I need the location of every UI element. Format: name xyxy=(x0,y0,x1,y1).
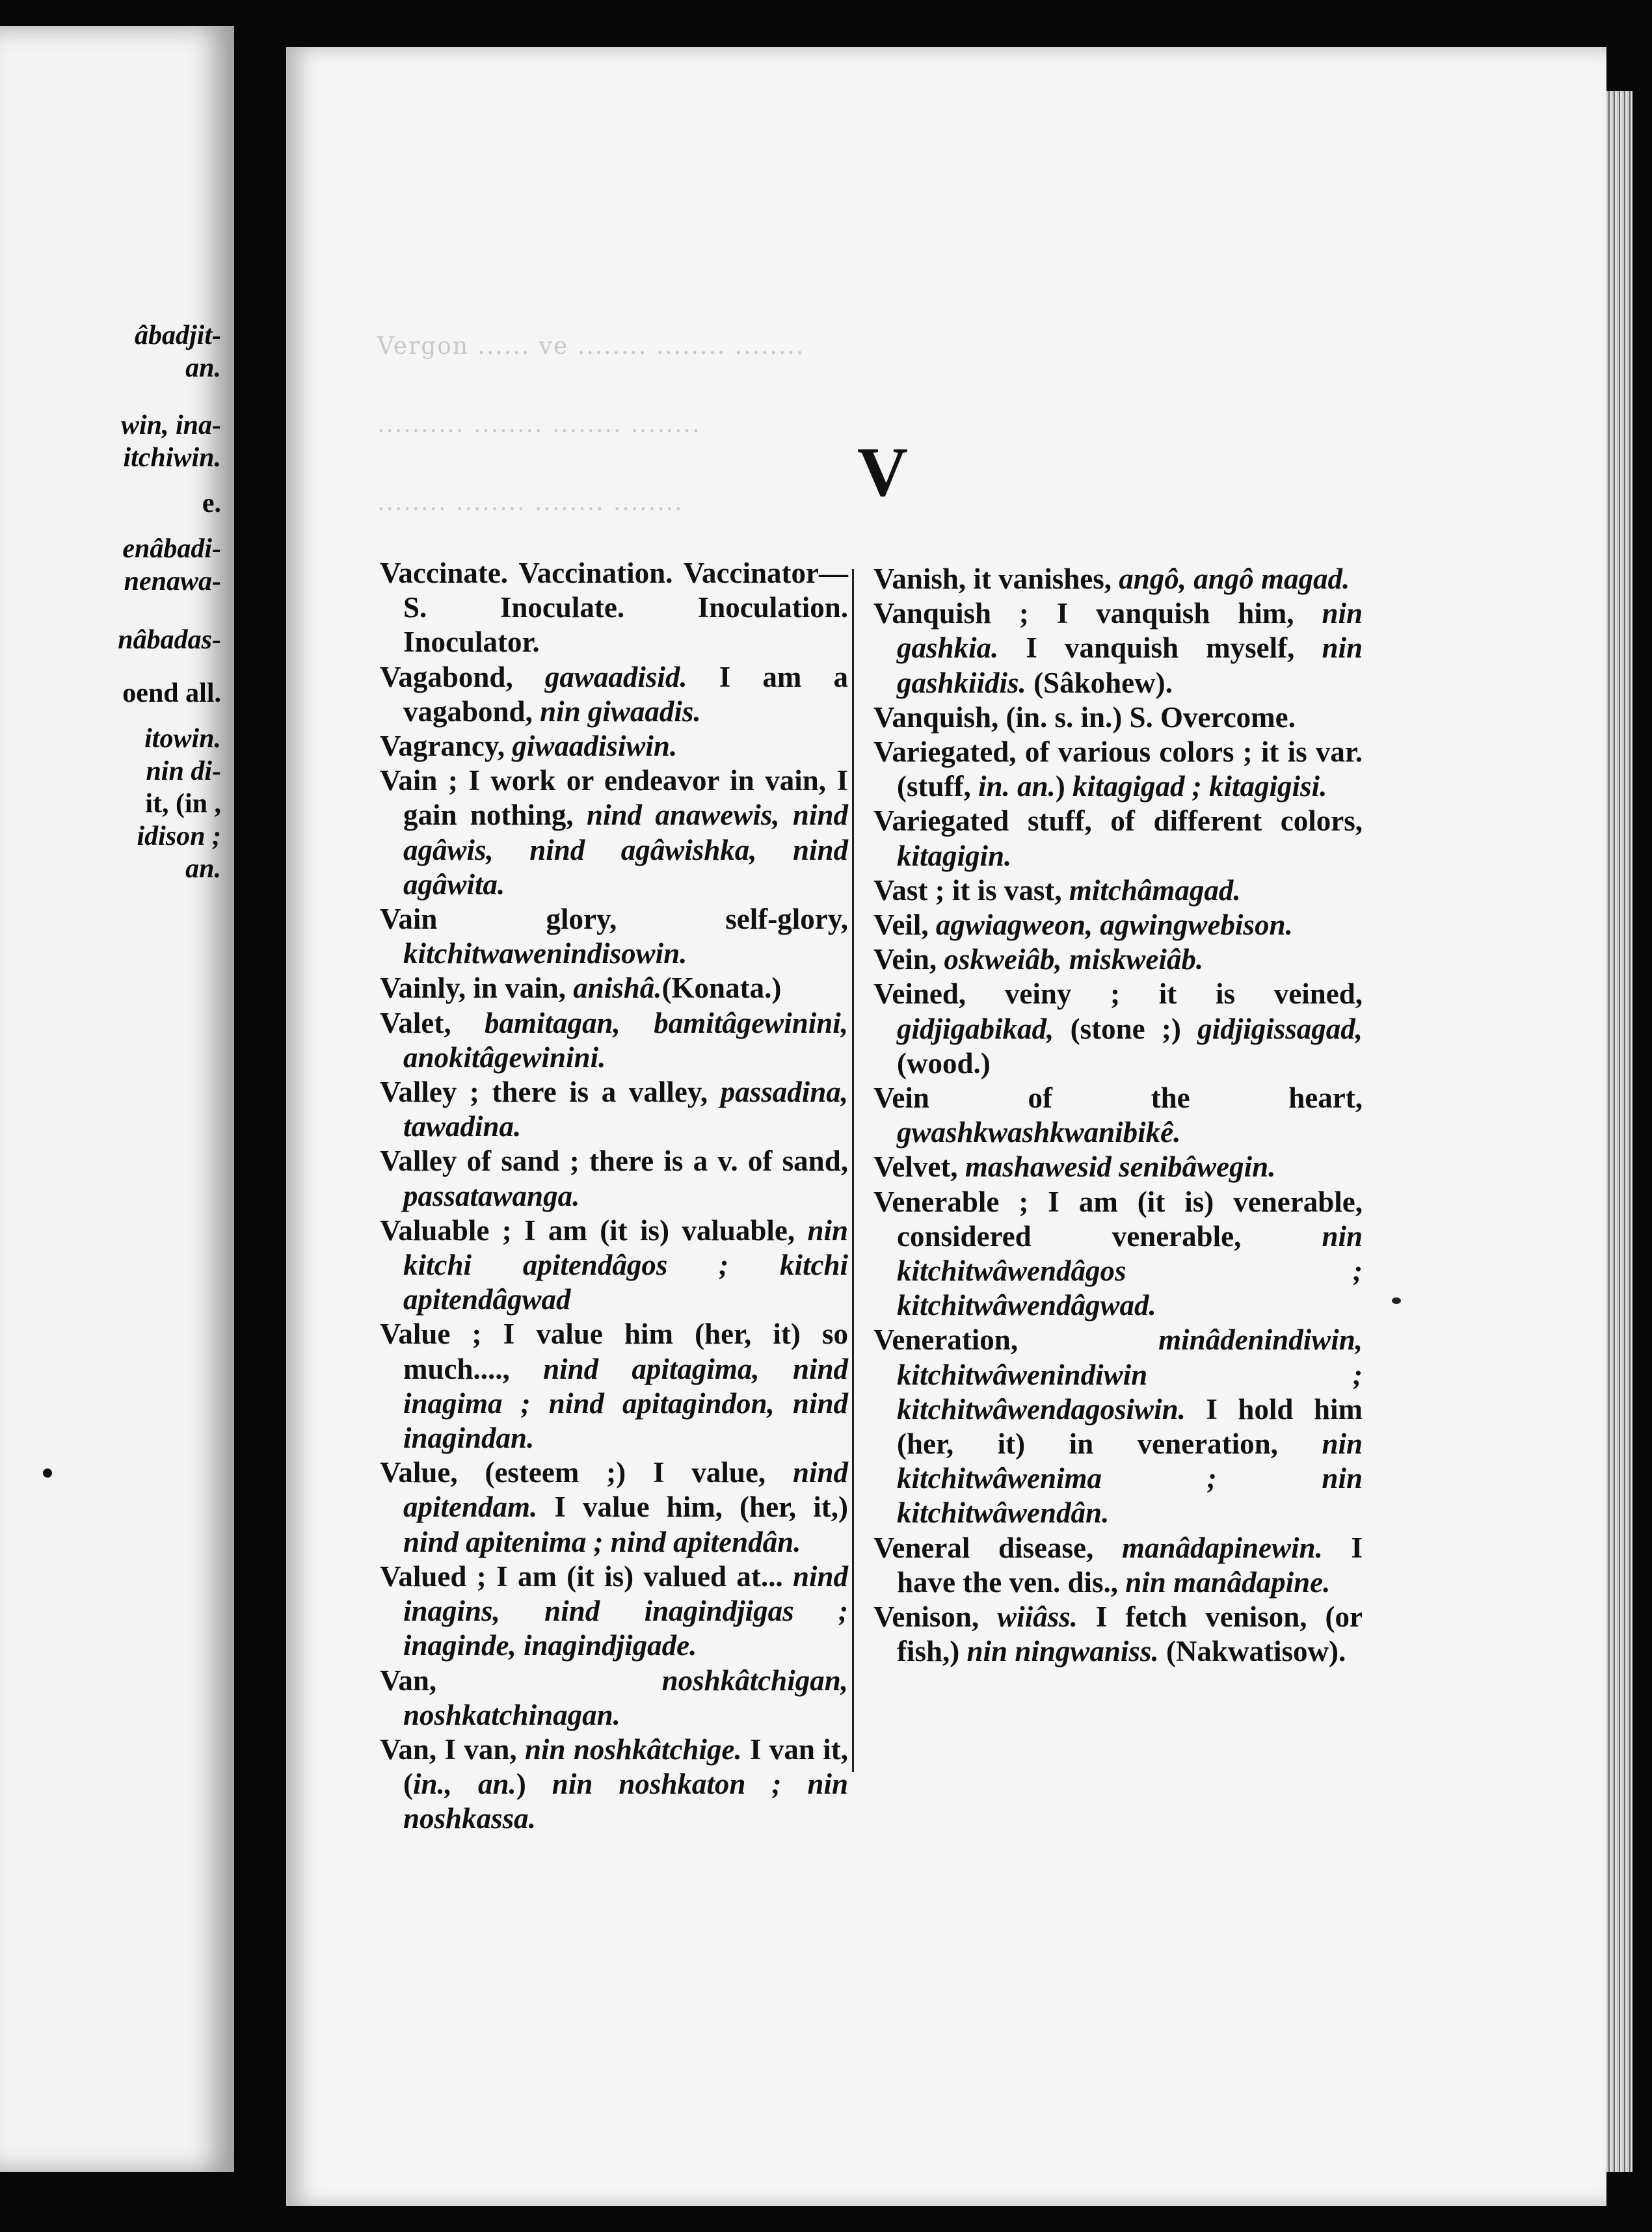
column-divider xyxy=(852,569,854,1772)
dictionary-entry xyxy=(873,700,1363,735)
ojibwe-gloss: giwaadisiwin. xyxy=(512,730,678,763)
dictionary-entry xyxy=(380,1214,848,1318)
english-text: ) xyxy=(1055,770,1073,803)
english-text: (Nakwatisow). xyxy=(1158,1635,1346,1668)
english-text: Van, I van, xyxy=(380,1733,525,1766)
ojibwe-gloss: wiiâss. xyxy=(997,1601,1078,1634)
english-text: Valley of sand ; there is a v. of sand, xyxy=(380,1145,848,1178)
ojibwe-gloss: kitchitwawenindisowin. xyxy=(403,937,687,970)
dictionary-entry xyxy=(873,1081,1363,1150)
ojibwe-gloss: agwiagweon, agwingwebison. xyxy=(935,909,1293,942)
english-text: Veneration, xyxy=(873,1323,1159,1357)
english-text: Vanish, it vanishes, xyxy=(873,563,1119,595)
dictionary-entry xyxy=(873,735,1363,804)
left-page-fragment: win, ina- xyxy=(120,410,221,440)
english-text: (Sâkohew). xyxy=(1026,666,1173,699)
ojibwe-gloss: nin kitchitwâwenima ; nin kitchitwâwendân. xyxy=(897,1428,1363,1530)
left-page-fragment: an. xyxy=(185,353,221,383)
english-text: Van, xyxy=(380,1664,662,1697)
english-text: Vagabond, xyxy=(380,660,545,693)
dictionary-entry xyxy=(380,1733,848,1837)
ojibwe-gloss: nin noshkaton ; nin noshkassa. xyxy=(403,1768,848,1835)
ojibwe-gloss: oskweiâb, miskweiâb. xyxy=(944,943,1204,976)
english-text: (Konata.) xyxy=(661,972,782,1005)
dictionary-entry xyxy=(873,873,1363,908)
english-text: Value, (esteem ;) I value, xyxy=(380,1456,793,1489)
dictionary-entry xyxy=(380,1144,848,1213)
english-text: Valet, xyxy=(380,1006,485,1039)
english-text: Valuable ; I am (it is) valuable, xyxy=(380,1214,808,1247)
english-text: Valley ; there is a valley, xyxy=(380,1076,721,1109)
ojibwe-gloss: nin noshkâtchige. xyxy=(524,1733,742,1766)
ojibwe-gloss: nin giwaadis. xyxy=(540,695,701,728)
ojibwe-gloss: gidjigissagad, xyxy=(1197,1012,1363,1045)
dictionary-column-left xyxy=(380,556,848,1837)
ojibwe-gloss: passadina, tawadina. xyxy=(403,1076,848,1143)
ojibwe-gloss: in., an. xyxy=(413,1768,516,1801)
ojibwe-gloss: nin gashkia. xyxy=(897,597,1363,665)
english-text: Valued ; I am (it is) valued at... xyxy=(380,1560,793,1593)
ojibwe-gloss: nin gashkiidis. xyxy=(897,631,1363,699)
ojibwe-gloss: nin kitchi apitendâgos ; kitchi apitendâgwad xyxy=(403,1214,848,1316)
english-text: I value him, (her, it,) xyxy=(537,1491,848,1524)
ojibwe-gloss: nind apitendam. xyxy=(403,1456,848,1524)
english-text: I van it, ( xyxy=(403,1733,849,1801)
ojibwe-gloss: gawaadisid. xyxy=(544,660,687,693)
dictionary-entry xyxy=(380,902,848,971)
ojibwe-gloss: nind inagins, nind inagindjigas ; inaginde, inagindjigade. xyxy=(403,1560,848,1662)
left-page-fragment: itowin. xyxy=(144,724,221,754)
left-page-fragment: an. xyxy=(185,854,221,884)
english-text: Vagrancy, xyxy=(380,730,513,763)
english-text: Veil, xyxy=(873,909,936,942)
left-page-fragment: it, (in , xyxy=(145,789,221,819)
left-page xyxy=(0,26,234,2172)
left-page-fragment: nenawa- xyxy=(124,566,221,596)
ojibwe-gloss: kitagigad ; kitagigisi. xyxy=(1072,770,1327,803)
english-text: Vainly, in vain, xyxy=(380,972,574,1005)
ojibwe-gloss: nind apitagima, nind inagima ; nind apitagindon, nind inagindan. xyxy=(403,1352,849,1455)
dictionary-entry xyxy=(873,804,1363,873)
dictionary-entry xyxy=(380,660,848,729)
left-page-dot xyxy=(43,1468,52,1478)
left-page-fragment: nâbadas- xyxy=(118,625,221,655)
english-text: Veined, veiny ; it is veined, xyxy=(873,977,1363,1011)
ojibwe-gloss: kitagigin. xyxy=(897,839,1012,872)
left-page-fragment: enâbadi- xyxy=(122,534,221,564)
left-page-fragment: idison ; xyxy=(137,821,221,851)
bleed-through-text: .......... ........ ........ ........ xyxy=(377,411,701,438)
english-text: Vast ; it is vast, xyxy=(873,873,1069,907)
margin-mark xyxy=(1392,1297,1401,1304)
dictionary-entry xyxy=(873,908,1363,942)
bleed-through-text: Vergon ...... ve ........ ........ ........ xyxy=(377,333,805,360)
bleed-through-text: ........ ........ ........ ........ xyxy=(377,489,684,516)
dictionary-entry xyxy=(380,1317,848,1455)
ojibwe-gloss: gidjigabikad, xyxy=(897,1012,1054,1045)
ojibwe-gloss: mashawesid senibâwegin. xyxy=(965,1150,1276,1184)
ojibwe-gloss: bamitagan, bamitâgewinini, anokitâgewinini. xyxy=(403,1006,849,1074)
dictionary-entry xyxy=(380,729,848,764)
english-text: Vaccinate. Vaccination. Vaccinator—S. Inoculate. Inoculation. Inoculator. xyxy=(380,557,848,659)
ojibwe-gloss: noshkâtchigan, noshkatchinagan. xyxy=(403,1664,848,1731)
ojibwe-gloss: mitchâmagad. xyxy=(1069,873,1241,907)
left-page-fragment: oend all. xyxy=(122,678,221,708)
english-text: Vein of the heart, xyxy=(873,1082,1363,1115)
english-text: Variegated stuff, of different colors, xyxy=(873,804,1363,838)
dictionary-entry xyxy=(380,764,848,902)
section-letter: V xyxy=(857,434,908,511)
left-page-fragment: itchiwin. xyxy=(123,443,221,473)
left-page-fragment: âbadjit- xyxy=(135,321,221,351)
dictionary-entry xyxy=(380,1006,848,1075)
dictionary-entry xyxy=(873,977,1363,1081)
dictionary-entry xyxy=(380,1455,848,1560)
english-text: ) xyxy=(516,1768,552,1801)
dictionary-entry xyxy=(873,1185,1363,1323)
ojibwe-gloss: nin manâdapine. xyxy=(1125,1565,1331,1599)
english-text: Vanquish ; I vanquish him, xyxy=(873,597,1322,630)
ojibwe-gloss: angô, angô magad. xyxy=(1119,563,1350,595)
dictionary-entry xyxy=(873,942,1363,977)
dictionary-entry xyxy=(380,1560,848,1664)
english-text: (wood.) xyxy=(897,1046,991,1080)
dictionary-column-right xyxy=(873,562,1363,1669)
english-text: Veneral disease, xyxy=(873,1531,1122,1564)
dictionary-entry xyxy=(873,1600,1363,1669)
english-text: I hold him (her, it) in veneration, xyxy=(897,1392,1363,1461)
ojibwe-gloss: nin ningwaniss. xyxy=(966,1635,1159,1668)
ojibwe-gloss: passatawanga. xyxy=(403,1179,580,1212)
ojibwe-gloss: nind anawewis, nind agâwis, nind agâwishka, nind agâwita. xyxy=(403,799,848,901)
english-text: Venison, xyxy=(873,1601,998,1634)
ojibwe-gloss: gwashkwashkwanibikê. xyxy=(897,1116,1181,1149)
dictionary-entry xyxy=(380,971,848,1005)
ojibwe-gloss: manâdapinewin. xyxy=(1121,1531,1323,1564)
english-text: I am a vagabond, xyxy=(403,660,848,728)
english-text: (stone ;) xyxy=(1054,1012,1198,1045)
english-text: Variegated, of various colors ; it is var. (stuff, xyxy=(873,736,1363,803)
ojibwe-gloss: nin kitchitwâwendâgos ; kitchitwâwendâgwad. xyxy=(897,1219,1363,1322)
english-text: Value ; I value him (her, it) so much...., xyxy=(380,1318,848,1385)
ojibwe-gloss: nind apitenima ; nind apitendân. xyxy=(403,1525,801,1558)
english-text: I have the ven. dis., xyxy=(897,1531,1363,1599)
ojibwe-gloss: anishâ. xyxy=(573,972,662,1005)
english-text: Vein, xyxy=(873,943,944,976)
dictionary-entry xyxy=(873,596,1363,700)
dictionary-entry xyxy=(380,556,848,660)
english-text: I vanquish myself, xyxy=(998,631,1322,665)
left-page-fragment: e. xyxy=(202,488,221,518)
left-page-fragment: nin di- xyxy=(146,756,221,786)
dictionary-entry xyxy=(380,1075,848,1144)
dictionary-entry xyxy=(380,1664,848,1733)
ojibwe-gloss: minâdenindiwin, kitchitwâwenindiwin ; kitchitwâwendagosiwin. xyxy=(897,1323,1363,1426)
dictionary-entry xyxy=(873,562,1363,596)
english-text: Vain glory, self-glory, xyxy=(380,903,848,936)
dictionary-entry xyxy=(873,1323,1363,1530)
page-edge xyxy=(1606,91,1632,2172)
dictionary-entry xyxy=(873,1531,1363,1600)
ojibwe-gloss: in. an. xyxy=(978,770,1056,803)
english-text: Venerable ; I am (it is) venerable, considered venerable, xyxy=(873,1185,1363,1253)
english-text: I fetch venison, (or fish,) xyxy=(897,1601,1363,1668)
english-text: Vain ; I work or endeavor in vain, I gain nothing, xyxy=(380,764,848,832)
english-text: Velvet, xyxy=(873,1150,965,1184)
english-text: Vanquish, (in. s. in.) S. Overcome. xyxy=(873,700,1296,734)
dictionary-entry xyxy=(873,1150,1363,1184)
